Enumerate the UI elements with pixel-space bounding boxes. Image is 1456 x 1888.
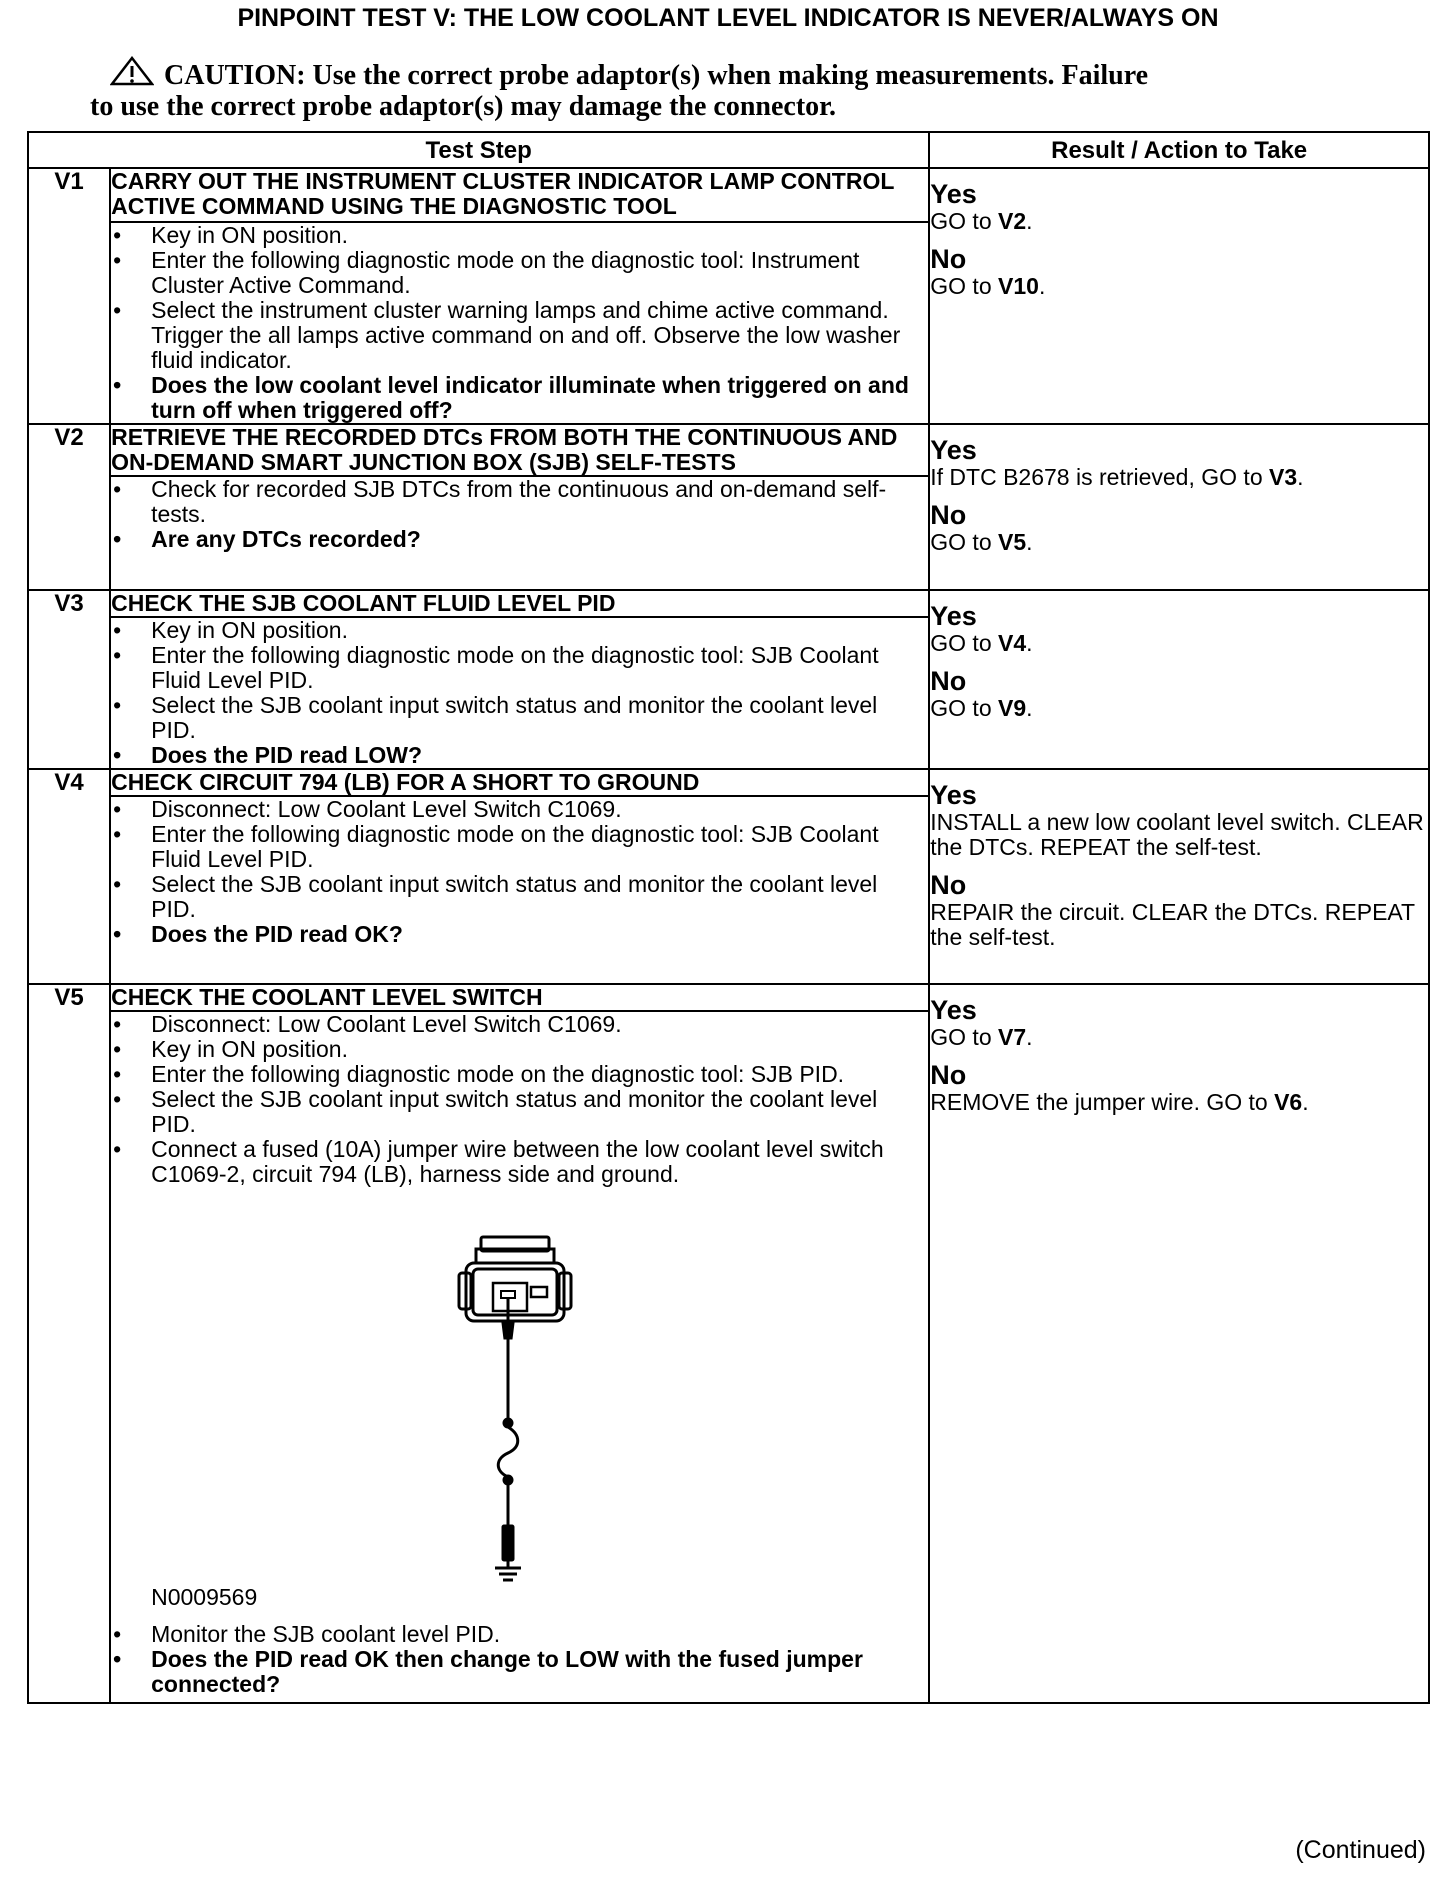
step-v5-heading-row <box>28 984 1429 1011</box>
result-yes-label: Yes <box>930 435 977 465</box>
step-id: V2 <box>28 424 110 590</box>
caution-line1: CAUTION: Use the correct probe adaptor(s) when making measurements. Failure <box>164 60 1149 91</box>
step-body <box>110 1011 929 1703</box>
column-header-test-step: Test Step <box>28 132 929 168</box>
result-no-label: No <box>930 244 967 274</box>
step-bullet: • Disconnect: Low Coolant Level Switch C1069. <box>111 797 928 822</box>
continued-note: (Continued) <box>1295 1836 1426 1864</box>
result-yes-label: Yes <box>930 780 977 810</box>
step-result <box>929 984 1429 1703</box>
step-result <box>929 769 1429 984</box>
step-bullet: • Select the SJB coolant input switch status and monitor the coolant level PID. <box>111 872 928 922</box>
step-result <box>929 590 1429 769</box>
page-title: PINPOINT TEST V: THE LOW COOLANT LEVEL INDICATOR IS NEVER/ALWAYS ON <box>237 4 1219 32</box>
result-no-text: GO to V5. <box>930 529 1033 555</box>
pinpoint-test-table <box>27 131 1430 1704</box>
result-yes-label: Yes <box>930 179 977 209</box>
step-bullet: • Key in ON position. <box>111 223 928 248</box>
caution-note <box>90 56 1340 122</box>
step-heading: CHECK THE SJB COOLANT FLUID LEVEL PID <box>110 590 929 617</box>
wiring-diagram <box>111 1225 911 1585</box>
result-no-text: GO to V9. <box>930 695 1033 721</box>
fuse-10a-icon <box>498 1419 518 1525</box>
result-no-text: REPAIR the circuit. CLEAR the DTCs. REPEAT the self-test. <box>930 899 1415 950</box>
step-bullet: • Enter the following diagnostic mode on the diagnostic tool: SJB PID. <box>111 1062 928 1087</box>
result-yes-text: INSTALL a new low coolant level switch. CLEAR the DTCs. REPEAT the self-test. <box>930 809 1424 860</box>
step-question: • Does the PID read OK then change to LOW with the fused jumper connected? <box>111 1647 928 1697</box>
step-question: • Does the PID read OK? <box>111 922 928 947</box>
warning-triangle-icon <box>110 56 154 86</box>
step-bullet: • Key in ON position. <box>111 618 928 643</box>
step-bullet: • Enter the following diagnostic mode on the diagnostic tool: SJB Coolant Fluid Level PID. <box>111 643 928 693</box>
step-question: • Does the PID read LOW? <box>111 743 928 768</box>
result-yes-label: Yes <box>930 995 977 1025</box>
step-id: V5 <box>28 984 110 1703</box>
step-body <box>110 796 929 984</box>
result-no-text: REMOVE the jumper wire. GO to V6. <box>930 1089 1309 1115</box>
caution-line2: to use the correct probe adaptor(s) may damage the connector. <box>90 91 837 122</box>
step-v1-heading-row <box>28 168 1429 222</box>
step-heading: CARRY OUT THE INSTRUMENT CLUSTER INDICATOR LAMP CONTROL ACTIVE COMMAND USING THE DIAGNOSTIC TOOL <box>110 168 929 222</box>
result-yes-text: GO to V4. <box>930 630 1033 656</box>
step-bullet: • Enter the following diagnostic mode on the diagnostic tool: SJB Coolant Fluid Level PID. <box>111 822 928 872</box>
result-no-label: No <box>930 666 967 696</box>
step-id: V4 <box>28 769 110 984</box>
step-body <box>110 476 929 590</box>
result-no-label: No <box>930 870 967 900</box>
column-header-result: Result / Action to Take <box>929 132 1429 168</box>
step-v2-heading-row <box>28 424 1429 476</box>
result-no-label: No <box>930 1060 967 1090</box>
step-v3-heading-row <box>28 590 1429 617</box>
result-no-label: No <box>930 500 967 530</box>
table-header-row <box>28 132 1429 168</box>
step-heading: RETRIEVE THE RECORDED DTCs FROM BOTH THE CONTINUOUS AND ON-DEMAND SMART JUNCTION BOX (SJB) SELF-TESTS <box>110 424 929 476</box>
result-yes-text: If DTC B2678 is retrieved, GO to V3. <box>930 464 1304 490</box>
figure-id: N0009569 <box>151 1584 258 1610</box>
result-yes-text: GO to V7. <box>930 1024 1033 1050</box>
step-body <box>110 617 929 769</box>
step-id: V1 <box>28 168 110 424</box>
result-no-text: GO to V10. <box>930 273 1046 299</box>
step-result <box>929 168 1429 424</box>
step-bullet: • Disconnect: Low Coolant Level Switch C1069. <box>111 1012 928 1037</box>
step-bullet: • Select the instrument cluster warning lamps and chime active command. Trigger the all lamps active command on and off. Observe the low washer fluid indicator. <box>111 298 928 373</box>
ground-icon <box>495 1525 521 1580</box>
step-bullet: • Connect a fused (10A) jumper wire between the low coolant level switch C1069-2, circuit 794 (LB), harness side and ground. <box>111 1137 928 1187</box>
step-result <box>929 424 1429 590</box>
result-yes-label: Yes <box>930 601 977 631</box>
connector-c1069-icon <box>459 1237 571 1321</box>
step-bullet: • Select the SJB coolant input switch status and monitor the coolant level PID. <box>111 1087 928 1137</box>
step-bullet: • Key in ON position. <box>111 1037 928 1062</box>
step-question: • Are any DTCs recorded? <box>111 527 928 552</box>
step-body <box>110 222 929 424</box>
connector-jumper-diagram <box>111 1225 928 1585</box>
step-bullet: • Select the SJB coolant input switch status and monitor the coolant level PID. <box>111 693 928 743</box>
result-yes-text: GO to V2. <box>930 208 1033 234</box>
step-bullet: • Check for recorded SJB DTCs from the continuous and on-demand self-tests. <box>111 477 928 527</box>
step-heading: CHECK CIRCUIT 794 (LB) FOR A SHORT TO GROUND <box>110 769 929 796</box>
step-id: V3 <box>28 590 110 769</box>
step-question: • Does the low coolant level indicator illuminate when triggered on and turn off when triggered off? <box>111 373 928 423</box>
step-heading: CHECK THE COOLANT LEVEL SWITCH <box>110 984 929 1011</box>
step-bullet: • Monitor the SJB coolant level PID. <box>111 1622 928 1647</box>
step-bullet: • Enter the following diagnostic mode on the diagnostic tool: Instrument Cluster Active Command. <box>111 248 928 298</box>
step-v4-heading-row <box>28 769 1429 796</box>
